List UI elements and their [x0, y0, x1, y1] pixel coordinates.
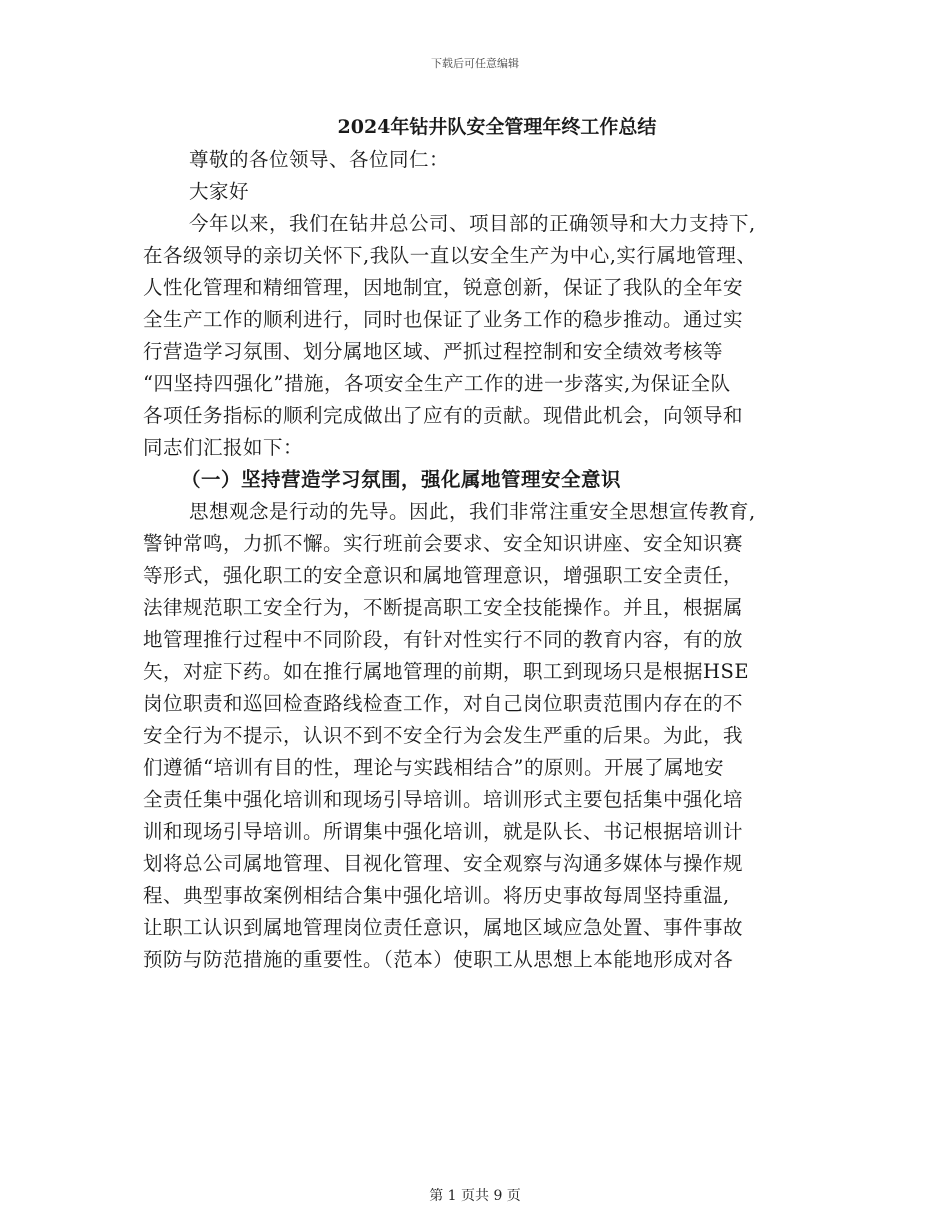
salutation-line: 大家好: [189, 180, 250, 203]
paragraph-line: 行营造学习氛围、划分属地区域、严抓过程控制和安全绩效考核等: [143, 340, 724, 363]
paragraph-line: 全责任集中强化培训和现场引导培训。培训形式主要包括集中强化培: [143, 788, 744, 811]
paragraph-line: 划将总公司属地管理、目视化管理、安全观察与沟通多媒体与操作规: [143, 852, 744, 875]
paragraph-line: 让职工认识到属地管理岗位责任意识，属地区域应急处置、事件事故: [143, 916, 744, 939]
greeting-line: 尊敬的各位领导、各位同仁：: [189, 148, 450, 171]
paragraph-line: 训和现场引导培训。所谓集中强化培训，就是队长、书记根据培训计: [143, 820, 744, 843]
paragraph-line: 各项任务指标的顺利完成做出了应有的贡献。现借此机会，向领导和: [143, 404, 744, 427]
paragraph-intro: [143, 208, 811, 464]
paragraph-line: 法律规范职工安全行为，不断提高职工安全技能操作。并且，根据属: [143, 596, 744, 619]
section-heading: [143, 464, 811, 496]
paragraph-line: 预防与防范措施的重要性。（范本）使职工从思想上本能地形成对各: [143, 948, 734, 971]
header-note: 下载后可任意编辑: [431, 57, 519, 70]
paragraph-line: “四坚持四强化”措施，各项安全生产工作的进一步落实,为保证全队: [143, 372, 731, 395]
paragraph-section-one: [143, 496, 811, 976]
salutation: [143, 176, 811, 208]
paragraph-line: 安全行为不提示，认识不到不安全行为会发生严重的后果。为此，我: [143, 724, 744, 747]
paragraph-line: 同志们汇报如下：: [143, 436, 304, 459]
paragraph-line: 程、典型事故案例相结合集中强化培训。将历史事故每周坚持重温,: [143, 884, 730, 907]
paragraph-line: 在各级领导的亲切关怀下,我队一直以安全生产为中心,实行属地管理、: [143, 244, 757, 267]
paragraph-line: 地管理推行过程中不同阶段，有针对性实行不同的教育内容，有的放: [143, 628, 744, 651]
paragraph-line: 全生产工作的顺利进行，同时也保证了业务工作的稳步推动。通过实: [143, 308, 744, 331]
paragraph-line: 们遵循“培训有目的性，理论与实践相结合”的原则。开展了属地安: [143, 756, 724, 779]
paragraph-line: 矢，对症下药。如在推行属地管理的前期，职工到现场只是根据HSE: [143, 660, 750, 683]
paragraph-line: 人性化管理和精细管理，因地制宜，锐意创新，保证了我队的全年安: [143, 276, 744, 299]
paragraph-line: 今年以来，我们在钻井总公司、项目部的正确领导和大力支持下,: [189, 212, 756, 235]
greeting: [143, 144, 811, 176]
page-footer: 第 1 页共 9 页: [429, 1188, 521, 1204]
document-title: 2024年钻井队安全管理年终工作总结: [337, 116, 657, 138]
paragraph-line: 思想观念是行动的先导。因此，我们非常注重安全思想宣传教育,: [189, 500, 756, 523]
paragraph-line: 警钟常鸣，力抓不懈。实行班前会要求、安全知识讲座、安全知识赛: [143, 532, 744, 555]
section-heading-line: （一）坚持营造学习氛围，强化属地管理安全意识: [181, 468, 622, 491]
paragraph-line: 岗位职责和巡回检查路线检查工作，对自己岗位职责范围内存在的不: [143, 692, 744, 715]
document-body: [143, 112, 811, 976]
paragraph-line: 等形式，强化职工的安全意识和属地管理意识，增强职工安全责任，: [143, 564, 744, 587]
